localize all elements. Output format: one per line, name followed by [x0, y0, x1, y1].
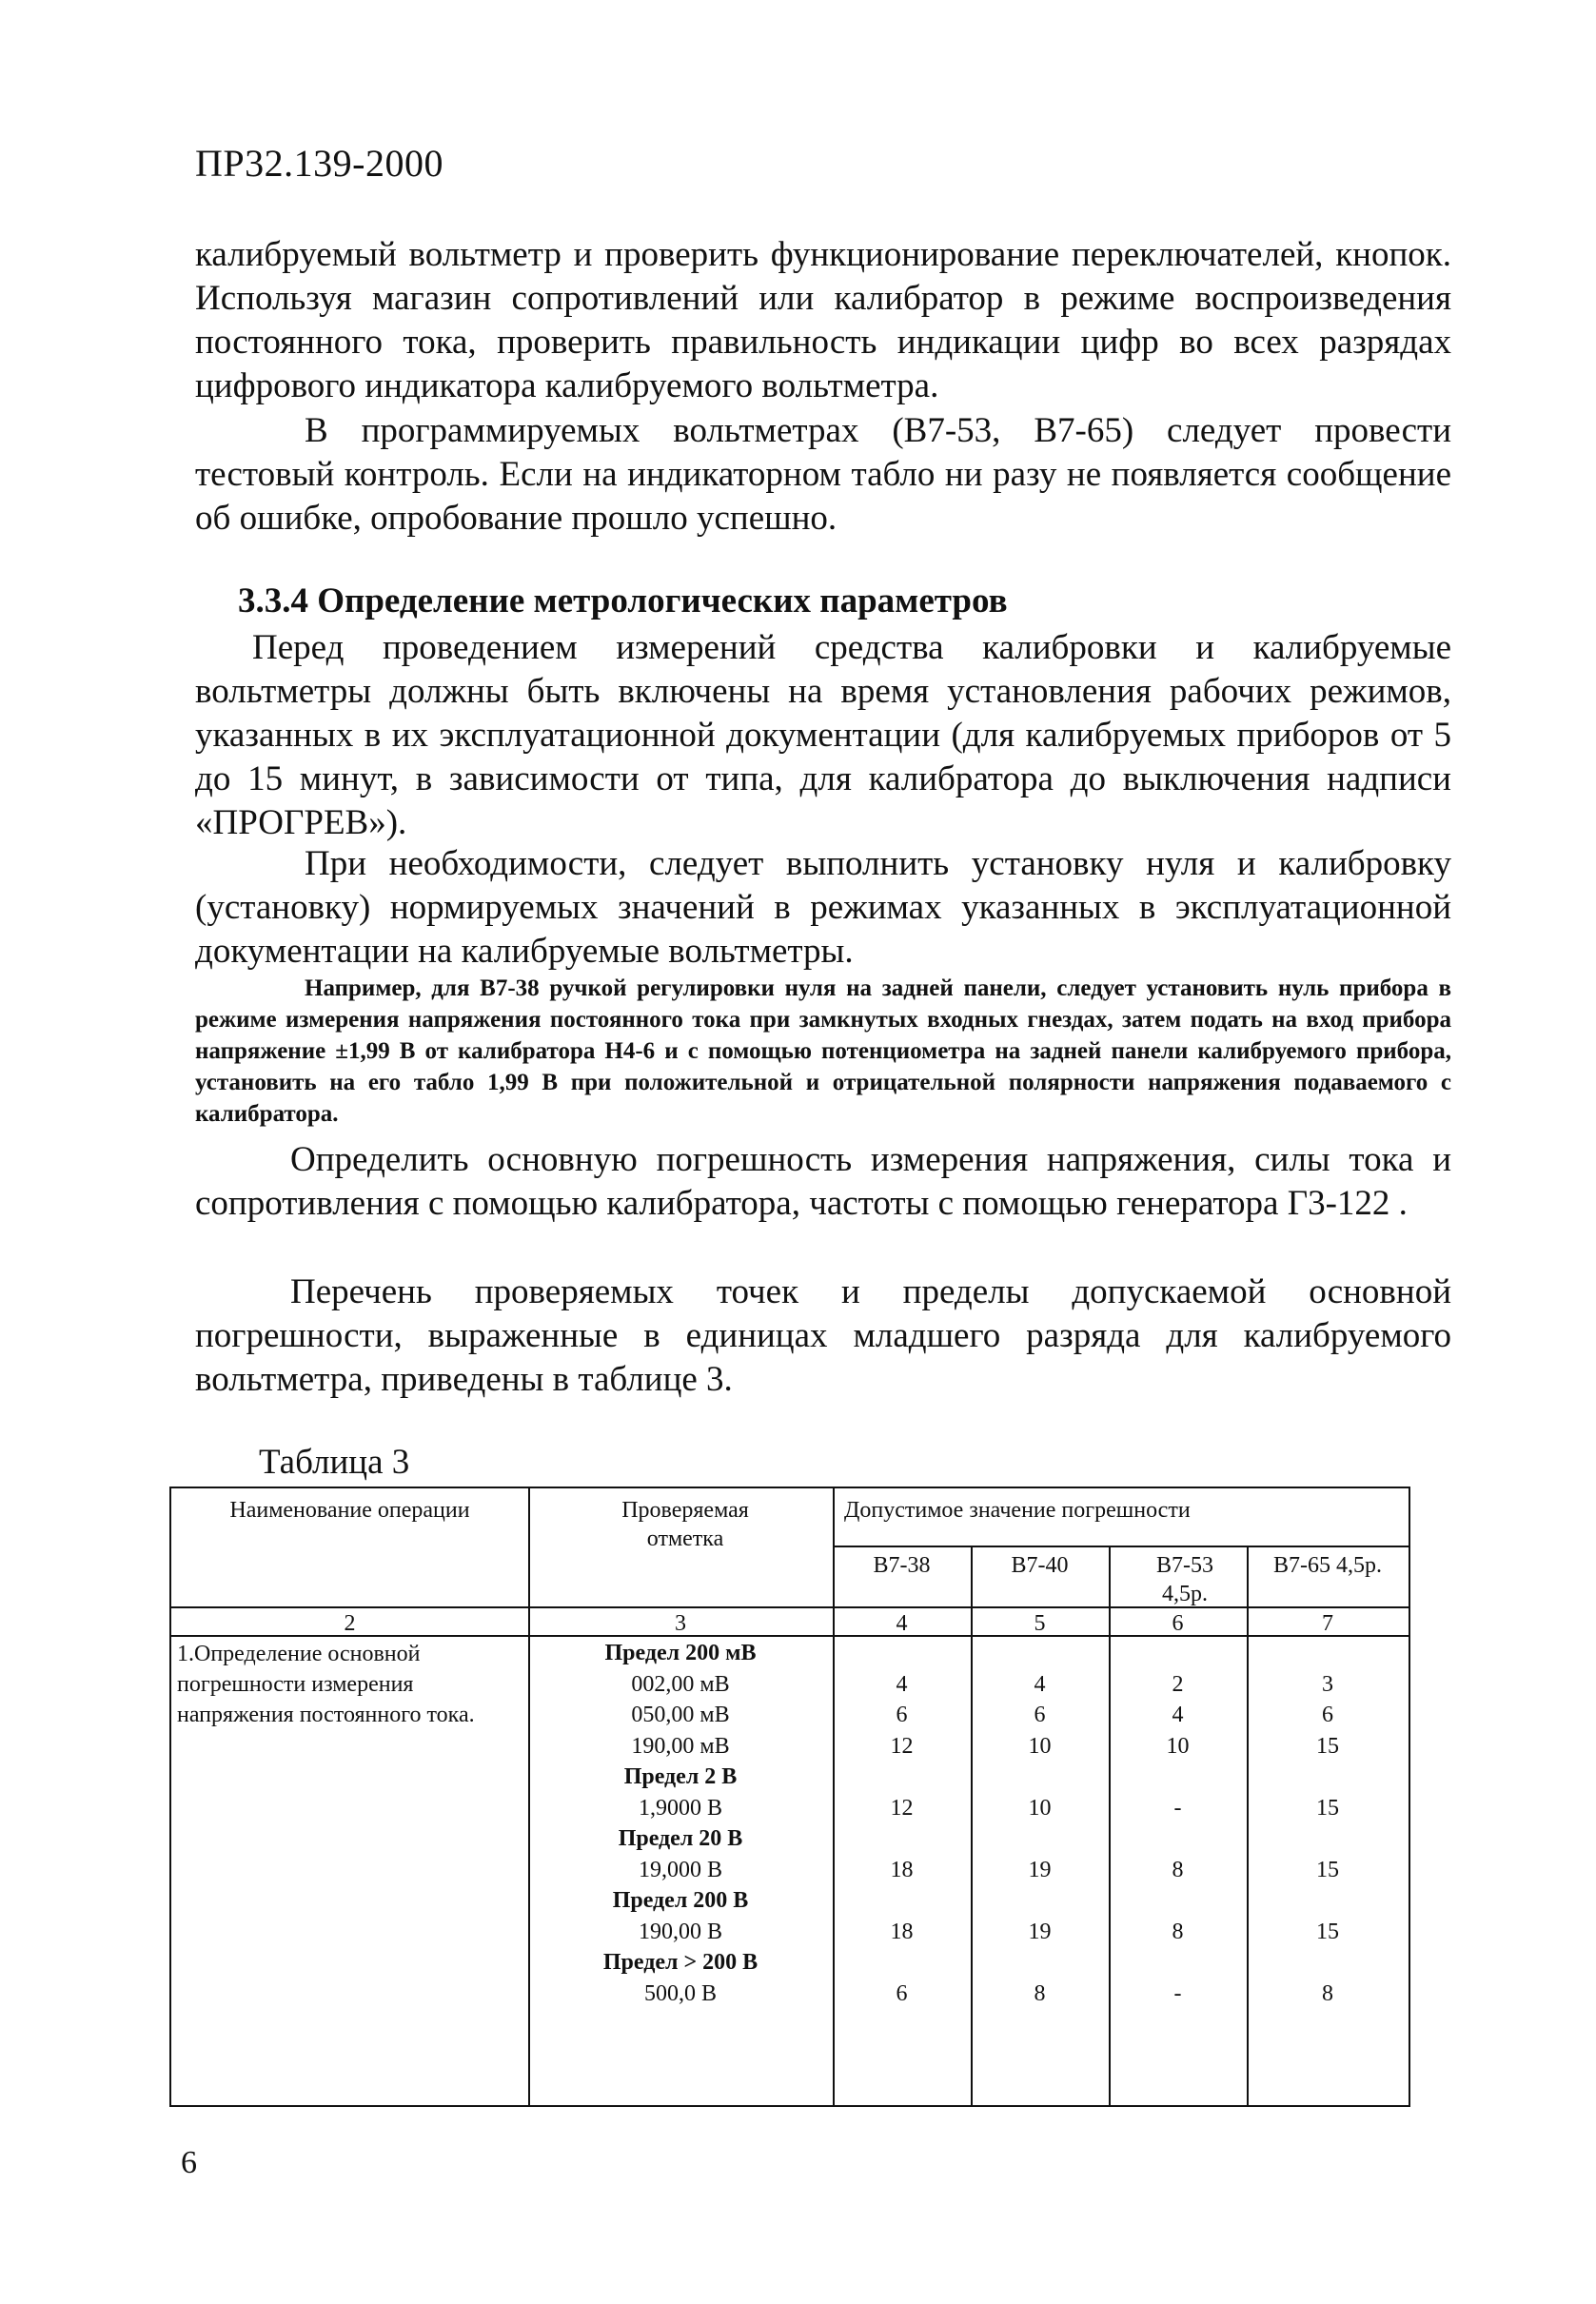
header-b7-53: В7-53 4,5р.	[1156, 1553, 1213, 1606]
tolerance-value: 6	[1034, 1703, 1046, 1727]
tolerance-value: 3	[1322, 1671, 1333, 1697]
tolerance-value: 8	[1034, 1980, 1046, 2006]
section-heading: 3.3.4 Определение метрологических параметров	[238, 581, 1008, 620]
column-number: 5	[1034, 1611, 1046, 1636]
tolerance-value: 6	[1322, 1703, 1333, 1727]
tolerance-value: 8	[1172, 1919, 1184, 1944]
column-number: 2	[344, 1611, 356, 1636]
range-header: Предел 200 мВ	[604, 1641, 757, 1665]
tolerance-value: -	[1173, 1980, 1182, 2006]
header-b7-38: В7-38	[873, 1553, 931, 1578]
table-hline	[833, 1546, 1409, 1547]
paragraph-4: При необходимости, следует выполнить установку нуля и калибровку (установку) нормируемых значений в режимах указанных в эксплуатационной документации на калибруемые вольтметры.	[195, 844, 1451, 971]
tolerance-value: 8	[1172, 1857, 1184, 1882]
tolerance-value: 6	[896, 1703, 908, 1727]
tolerance-value: 15	[1316, 1919, 1339, 1944]
tolerance-value: 18	[890, 1857, 914, 1882]
tolerance-value: 15	[1316, 1795, 1339, 1821]
column-number: 4	[896, 1611, 908, 1636]
paragraph-2: В программируемых вольтметрах (В7-53, В7-65) следует провести тестовый контроль. Если на индикаторном табло ни разу не появляется сообщение об ошибке, опробование прошло успешно.	[195, 411, 1451, 538]
tolerance-value: 10	[1166, 1733, 1190, 1759]
check-point: 500,0 В	[643, 1980, 717, 2006]
tolerance-value: 2	[1172, 1671, 1184, 1697]
paragraph-1: калибруемый вольтметр и проверить функционирование переключателей, кнопок. Используя магазин сопротивлений или калибратор в режиме воспроизведения постоянного тока, проверить правильность индикации цифр во всех разрядах цифрового индикатора калибруемого вольтметра.	[195, 235, 1451, 405]
column-number: 7	[1322, 1611, 1333, 1636]
tolerance-table	[169, 1487, 1410, 2107]
range-header: Предел 20 В	[618, 1826, 743, 1851]
check-point: 190,00 мВ	[631, 1733, 730, 1759]
range-header: Предел 2 В	[623, 1764, 738, 1789]
tolerance-value: 18	[890, 1919, 914, 1944]
tolerance-value: 4	[1172, 1703, 1184, 1727]
check-point: 19,000 В	[638, 1857, 722, 1882]
check-point: 190,00 В	[638, 1919, 722, 1944]
header-check-mark: Проверяемая отметка	[621, 1498, 749, 1551]
check-point: 050,00 мВ	[631, 1703, 730, 1727]
tolerance-value: 15	[1316, 1857, 1339, 1882]
header-b7-40: В7-40	[1011, 1553, 1069, 1578]
tolerance-value: 4	[896, 1671, 908, 1697]
example-note: Например, для В7-38 ручкой регулировки нуля на задней панели, следует установить нуль прибора в режиме измерения напряжения постоянного тока при замкнутых входных гнездах, затем подать на вход прибора напряжение ±1,99 В от калибратора Н4-6 и с помощью потенциометра на задней панели калибруемого прибора, установить на его табло 1,99 В при положительной и отрицательной полярности напряжения подаваемого с калибратора.	[195, 975, 1451, 1127]
tolerance-value: 4	[1034, 1671, 1046, 1697]
paragraph-6: Перечень проверяемых точек и пределы допускаемой основной погрешности, выраженные в единицах младшего разряда для калибруемого вольтметра, приведены в таблице 3.	[195, 1272, 1451, 1399]
column-number: 3	[675, 1611, 686, 1636]
tolerance-value: 6	[896, 1980, 908, 2006]
range-header: Предел 200 В	[612, 1888, 749, 1913]
tolerance-value: 19	[1028, 1919, 1052, 1944]
page-number: 6	[181, 2145, 197, 2180]
tolerance-value: 10	[1028, 1733, 1052, 1759]
tolerance-value: 12	[890, 1795, 914, 1821]
document-code: ПР32.139-2000	[195, 142, 443, 185]
tolerance-value: 19	[1028, 1857, 1052, 1882]
tolerance-value: 12	[890, 1733, 914, 1759]
paragraph-5: Определить основную погрешность измерения напряжения, силы тока и сопротивления с помощью калибратора, частоты с помощью генератора Г3-122 .	[195, 1140, 1451, 1223]
tolerance-value: 15	[1316, 1733, 1339, 1759]
header-operation: Наименование операции	[229, 1498, 470, 1523]
operation-name: 1.Определение основной погрешности измерения напряжения постоянного тока.	[177, 1642, 475, 1727]
check-point: 1,9000 В	[638, 1795, 722, 1821]
tolerance-value: 8	[1322, 1980, 1333, 2006]
column-number: 6	[1172, 1611, 1184, 1636]
range-header: Предел > 200 В	[602, 1950, 759, 1975]
tolerance-value: 10	[1028, 1795, 1052, 1821]
paragraph-3: Перед проведением измерений средства калибровки и калибруемые вольтметры должны быть включены на время установления рабочих режимов, указанных в их эксплуатационной документации (для калибруемых приборов от 5 до 15 минут, в зависимости от типа, для калибратора до выключения надписи «ПРОГРЕВ»).	[195, 628, 1451, 842]
check-point: 002,00 мВ	[631, 1671, 730, 1697]
table-caption: Таблица 3	[259, 1443, 410, 1482]
header-b7-65: В7-65 4,5р.	[1273, 1553, 1382, 1578]
tolerance-value: -	[1173, 1795, 1182, 1821]
header-tolerance: Допустимое значение погрешности	[844, 1498, 1191, 1523]
